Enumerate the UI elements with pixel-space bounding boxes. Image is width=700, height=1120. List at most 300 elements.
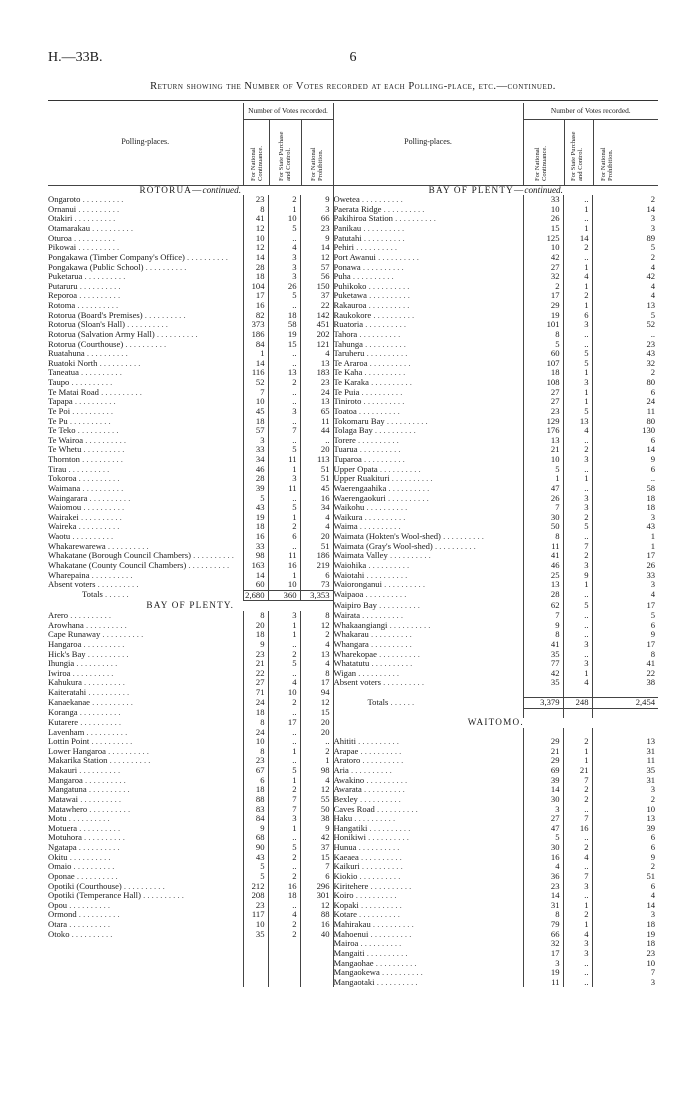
national-prohibition-votes: 301 — [300, 891, 333, 901]
table-row — [48, 678, 658, 688]
national-continuance-votes: 29 — [550, 300, 560, 310]
table-row — [48, 465, 658, 475]
state-purchase-votes: .. — [563, 253, 592, 263]
national-continuance-votes: 20 — [255, 619, 265, 630]
table-row — [48, 397, 658, 407]
state-purchase-votes: 1 — [563, 580, 592, 590]
empty-cell — [48, 968, 243, 978]
polling-place-name: Otoko . . . . . . . . . . — [48, 930, 243, 940]
national-prohibition-votes: 4 — [300, 349, 333, 359]
polling-place-name: Pehiri . . . . . . . . . . — [333, 243, 523, 253]
table-row — [48, 590, 658, 601]
table-row — [48, 968, 658, 978]
polling-place-name: Motu . . . . . . . . . . — [48, 814, 243, 824]
state-purchase-votes — [268, 968, 300, 978]
national-prohibition-votes — [300, 968, 333, 978]
national-continuance-votes: 42 — [550, 251, 560, 262]
polling-place-name: Ngatapa . . . . . . . . . . — [48, 843, 243, 853]
national-prohibition-votes: 20 — [300, 728, 333, 738]
national-continuance-votes: 10 — [550, 454, 560, 464]
polling-place-name: Taupo . . . . . . . . . . — [48, 378, 243, 388]
table-row — [48, 756, 658, 766]
national-prohibition-votes: 121 — [300, 340, 333, 350]
national-continuance-votes: 39 — [550, 774, 560, 785]
national-continuance-votes: 18 — [255, 784, 265, 795]
national-prohibition-votes: 142 — [300, 311, 333, 321]
state-purchase-votes: 5 — [563, 407, 592, 417]
state-purchase-votes: .. — [563, 340, 592, 350]
table-row — [48, 253, 658, 263]
polling-place-name: Mangatuna . . . . . . . . . . — [48, 785, 243, 795]
state-purchase-votes: 2 — [563, 551, 592, 561]
polling-place-name: Waipiro Bay . . . . . . . . . . — [333, 601, 523, 611]
polling-place-name: Aratoro . . . . . . . . . . — [333, 756, 523, 766]
state-purchase-votes: 1 — [563, 301, 592, 311]
polling-place-name: Oponae . . . . . . . . . . — [48, 872, 243, 882]
national-continuance-votes: 57 — [255, 425, 265, 436]
national-prohibition-votes: 3 — [592, 224, 658, 234]
national-continuance-votes: 14 — [255, 251, 265, 262]
national-prohibition-votes: 219 — [300, 561, 333, 571]
table-row — [48, 532, 658, 542]
table-row — [48, 805, 658, 815]
national-continuance-votes: 36 — [550, 870, 560, 881]
state-purchase-votes: 1 — [563, 747, 592, 757]
polling-place-name: Rakauroa . . . . . . . . . . — [333, 301, 523, 311]
polling-place-name: Upper Ruakituri . . . . . . . . . . — [333, 474, 523, 484]
polling-place-name: Ponawa . . . . . . . . . . — [333, 263, 523, 273]
table-row — [48, 426, 658, 436]
state-purchase-votes: 16 — [268, 882, 300, 892]
polling-place-name: Putaruru . . . . . . . . . . — [48, 282, 243, 292]
national-continuance-votes: 8 — [260, 610, 265, 620]
national-continuance-votes: 29 — [550, 736, 560, 747]
state-purchase-votes: 3 — [268, 253, 300, 263]
national-continuance-votes: 373 — [251, 319, 265, 330]
state-purchase-votes: 2 — [268, 785, 300, 795]
polling-place-name: Panikau . . . . . . . . . . — [333, 224, 523, 234]
polling-place-name: Te Teko . . . . . . . . . . — [48, 426, 243, 436]
national-continuance-votes: 18 — [255, 629, 265, 640]
national-prohibition-votes: 45 — [300, 484, 333, 494]
table-row — [48, 872, 658, 882]
state-purchase-votes: 2 — [268, 920, 300, 930]
state-purchase-votes: .. — [268, 234, 300, 244]
table-row — [48, 263, 658, 273]
national-prohibition-votes: 6 — [592, 882, 658, 892]
national-continuance-votes: 66 — [550, 928, 560, 939]
national-prohibition-votes: 42 — [592, 272, 658, 282]
state-purchase-votes: 14 — [563, 234, 592, 244]
national-prohibition-votes: 17 — [592, 551, 658, 561]
national-continuance-votes: 60 — [550, 348, 560, 359]
polling-place-name: Te Karaka . . . . . . . . . . — [333, 378, 523, 388]
state-purchase-votes: .. — [268, 862, 300, 872]
state-purchase-votes: 58 — [268, 320, 300, 330]
national-continuance-votes: 9 — [260, 638, 265, 649]
national-continuance-votes: 3 — [555, 803, 560, 814]
table-row — [48, 814, 658, 824]
national-continuance-votes: 186 — [251, 328, 265, 339]
polling-place-name: Opotiki (Courthouse) . . . . . . . . . . — [48, 882, 243, 892]
table-row — [48, 640, 658, 650]
national-continuance-votes: 62 — [550, 599, 560, 610]
state-purchase-votes: 1 — [563, 282, 592, 292]
national-prohibition-votes — [592, 708, 658, 718]
polling-place-name: Opou . . . . . . . . . . — [48, 901, 243, 911]
national-continuance-votes: 28 — [550, 589, 560, 600]
table-row — [48, 862, 658, 872]
polling-place-name: Tuparoa . . . . . . . . . . — [333, 455, 523, 465]
polling-place-name: Pikowai . . . . . . . . . . — [48, 243, 243, 253]
national-prohibition-votes: 23 — [592, 949, 658, 959]
polling-place-name: Rotorua (Courthouse) . . . . . . . . . . — [48, 340, 243, 350]
national-prohibition-votes: 183 — [300, 368, 333, 378]
national-continuance-votes: 23 — [255, 755, 265, 766]
state-purchase-votes: 3 — [563, 494, 592, 504]
national-prohibition-votes: 12 — [300, 785, 333, 795]
national-continuance-votes: 18 — [255, 415, 265, 426]
national-continuance-votes: 5 — [260, 861, 265, 872]
national-prohibition-votes: 37 — [300, 291, 333, 301]
national-continuance-votes: 14 — [550, 890, 560, 901]
votes-table — [48, 103, 658, 987]
national-prohibition-votes: 3 — [592, 910, 658, 920]
polling-place-name: Okitu . . . . . . . . . . — [48, 853, 243, 863]
state-purchase-votes: 4 — [563, 930, 592, 940]
national-prohibition-votes: 20 — [300, 445, 333, 455]
national-prohibition-votes: 51 — [300, 465, 333, 475]
national-continuance-votes — [243, 978, 268, 988]
national-continuance-votes: 25 — [550, 569, 560, 580]
state-purchase-votes: 2 — [563, 737, 592, 747]
table-row — [48, 561, 658, 571]
national-continuance-votes: 18 — [550, 367, 560, 378]
national-continuance-votes: 10 — [550, 203, 560, 214]
polling-place-name: Pongakawa (Public School) . . . . . . . . . . — [48, 263, 243, 273]
state-purchase-votes: 5 — [268, 445, 300, 455]
national-prohibition-votes: 11 — [592, 407, 658, 417]
national-prohibition-votes: 13 — [300, 359, 333, 369]
polling-place-name: Kopaki . . . . . . . . . . — [333, 901, 523, 911]
national-continuance-votes: 15 — [550, 223, 560, 233]
polling-place-name: Upper Opata . . . . . . . . . . — [333, 465, 523, 475]
state-purchase-votes: 9 — [563, 571, 592, 581]
state-purchase-votes: 11 — [268, 551, 300, 561]
state-purchase-votes: .. — [563, 611, 592, 621]
state-purchase-votes: 7 — [268, 426, 300, 436]
state-purchase-votes: 4 — [563, 853, 592, 863]
national-prohibition-votes: 94 — [300, 688, 333, 698]
national-prohibition-votes: 4 — [592, 891, 658, 901]
table-row — [48, 621, 658, 631]
polling-place-name: Ornanui . . . . . . . . . . — [48, 205, 243, 215]
state-purchase-votes: .. — [563, 195, 592, 205]
national-prohibition-votes: 98 — [300, 766, 333, 776]
table-row — [48, 910, 658, 920]
state-purchase-votes: .. — [268, 417, 300, 427]
polling-place-name: Waipaoa . . . . . . . . . . — [333, 590, 523, 601]
table-row — [48, 833, 658, 843]
polling-place-name: Otara . . . . . . . . . . — [48, 920, 243, 930]
state-purchase-votes — [268, 959, 300, 969]
national-continuance-votes: 88 — [255, 793, 265, 804]
polling-place-name: Absent voters . . . . . . . . . . — [333, 678, 523, 688]
national-prohibition-votes: 6 — [300, 571, 333, 581]
state-purchase-votes — [268, 949, 300, 959]
table-row — [48, 939, 658, 949]
national-prohibition-votes: 9 — [300, 824, 333, 834]
polling-place-name: Puketarua . . . . . . . . . . — [48, 272, 243, 282]
table-row — [48, 795, 658, 805]
state-purchase-votes: 1 — [563, 263, 592, 273]
table-row — [48, 513, 658, 523]
national-prohibition-votes: 4 — [300, 522, 333, 532]
state-purchase-votes: 3 — [268, 814, 300, 824]
national-continuance-votes — [243, 959, 268, 969]
table-row — [48, 224, 658, 234]
state-purchase-votes: 5 — [563, 349, 592, 359]
national-continuance-votes: 9 — [555, 619, 560, 630]
national-prohibition-votes: 73 — [300, 580, 333, 590]
national-prohibition-votes: .. — [592, 330, 658, 340]
state-purchase-votes: 5 — [268, 659, 300, 669]
polling-place-name: Whakarau . . . . . . . . . . — [333, 630, 523, 640]
national-continuance-votes: 18 — [255, 707, 265, 718]
state-purchase-votes: 1 — [563, 388, 592, 398]
national-prohibition-votes: 14 — [592, 205, 658, 215]
national-prohibition-votes: 51 — [300, 542, 333, 552]
national-prohibition-votes: 9 — [300, 195, 333, 205]
state-purchase-votes: 3 — [268, 263, 300, 273]
national-prohibition-votes: 2 — [592, 795, 658, 805]
national-prohibition-votes: 50 — [300, 805, 333, 815]
state-purchase-votes: .. — [268, 436, 300, 446]
national-continuance-votes: 84 — [255, 338, 265, 349]
national-continuance-votes: 108 — [546, 377, 560, 387]
national-prohibition-votes: 6 — [592, 621, 658, 631]
national-continuance-votes: 208 — [251, 890, 265, 901]
polling-place-name: Koranga . . . . . . . . . . — [48, 708, 243, 718]
polling-place-name: Arapae . . . . . . . . . . — [333, 747, 523, 757]
national-continuance-votes: 35 — [550, 677, 560, 688]
table-row — [48, 949, 658, 959]
polling-place-name: Lower Hangaroa . . . . . . . . . . — [48, 747, 243, 757]
national-prohibition-votes: 2 — [300, 630, 333, 640]
national-continuance-votes: 3 — [555, 957, 560, 968]
polling-place-name: Motuera . . . . . . . . . . — [48, 824, 243, 834]
state-purchase-votes: .. — [268, 359, 300, 369]
national-continuance-votes: 67 — [255, 765, 265, 775]
state-purchase-votes: .. — [268, 737, 300, 747]
national-prohibition-votes: 80 — [592, 378, 658, 388]
state-purchase-votes: 5 — [563, 359, 592, 369]
national-continuance-votes: 46 — [550, 559, 560, 570]
state-purchase-votes: 360 — [268, 590, 300, 601]
national-continuance-votes: 43 — [255, 502, 265, 513]
state-purchase-votes: 2 — [563, 445, 592, 455]
polling-place-name: Ruatoria . . . . . . . . . . — [333, 320, 523, 330]
national-continuance-votes: 5 — [555, 463, 560, 474]
national-continuance-votes: 21 — [550, 745, 560, 756]
table-row — [48, 474, 658, 484]
state-purchase-votes: 3 — [268, 407, 300, 417]
national-prohibition-votes: 15 — [300, 708, 333, 718]
state-purchase-votes: 3 — [563, 939, 592, 949]
national-continuance-votes: 42 — [550, 667, 560, 678]
national-prohibition-votes: 8 — [592, 650, 658, 660]
polling-place-name: Lavenham . . . . . . . . . . — [48, 728, 243, 738]
polling-place-name: Tiniroto . . . . . . . . . . — [333, 397, 523, 407]
state-purchase-votes: 3 — [563, 320, 592, 330]
table-row — [48, 824, 658, 834]
national-continuance-votes: 22 — [255, 667, 265, 678]
totals-label: Totals . . . . . . — [333, 698, 523, 709]
national-prohibition-votes: .. — [300, 436, 333, 446]
national-prohibition-votes: 51 — [592, 872, 658, 882]
table-row — [48, 378, 658, 388]
national-prohibition-votes: 9 — [300, 234, 333, 244]
national-prohibition-votes: 13 — [300, 650, 333, 660]
state-purchase-votes: 11 — [268, 455, 300, 465]
table-row — [48, 340, 658, 350]
national-continuance-votes: 10 — [255, 736, 265, 747]
national-prohibition-votes: 18 — [592, 494, 658, 504]
national-prohibition-votes: 130 — [592, 426, 658, 436]
polling-place-name: Kanaekanae . . . . . . . . . . — [48, 698, 243, 709]
polling-place-name: Tapapa . . . . . . . . . . — [48, 397, 243, 407]
national-continuance-votes: 116 — [251, 367, 265, 378]
table-row — [48, 185, 658, 195]
polling-place-name: Awarata . . . . . . . . . . — [333, 785, 523, 795]
state-purchase-votes: 3 — [268, 272, 300, 282]
polling-place-name: Tokoroa . . . . . . . . . . — [48, 474, 243, 484]
national-continuance-votes: 21 — [550, 444, 560, 455]
national-continuance-votes: 8 — [260, 745, 265, 756]
polling-place-name: Kaikuri . . . . . . . . . . — [333, 862, 523, 872]
national-prohibition-votes: 4 — [592, 263, 658, 273]
table-row — [48, 522, 658, 532]
national-continuance-votes: 43 — [255, 851, 265, 862]
national-prohibition-votes: 10 — [592, 805, 658, 815]
national-continuance-votes: 16 — [550, 851, 560, 862]
national-continuance-votes: 5 — [260, 870, 265, 881]
state-purchase-votes: 3 — [563, 659, 592, 669]
table-row — [48, 205, 658, 215]
polling-place-name: Mahirakau . . . . . . . . . . — [333, 920, 523, 930]
state-purchase-votes: 3 — [563, 455, 592, 465]
state-purchase-votes: .. — [268, 901, 300, 911]
polling-place-name: Waotu . . . . . . . . . . — [48, 532, 243, 542]
national-continuance-votes: 12 — [255, 223, 265, 233]
table-header — [48, 103, 658, 185]
polling-place-name: Waioronganui . . . . . . . . . . — [333, 580, 523, 590]
empty-cell — [48, 978, 243, 988]
national-continuance-votes: 84 — [255, 813, 265, 824]
national-prohibition-votes: 3 — [592, 785, 658, 795]
national-prohibition-votes: 13 — [592, 737, 658, 747]
state-purchase-votes: .. — [268, 494, 300, 504]
table-row — [48, 436, 658, 446]
national-prohibition-votes: 24 — [300, 388, 333, 398]
state-purchase-votes: 2 — [563, 843, 592, 853]
national-continuance-votes: 30 — [550, 511, 560, 522]
national-continuance-votes: 2 — [555, 280, 560, 291]
polling-place-name: Te Wairoa . . . . . . . . . . — [48, 436, 243, 446]
national-prohibition-votes: 20 — [300, 718, 333, 728]
polling-place-name: Omaio . . . . . . . . . . — [48, 862, 243, 872]
polling-place-name: Puha . . . . . . . . . . — [333, 272, 523, 282]
state-purchase-votes: 1 — [563, 205, 592, 215]
state-purchase-votes: .. — [563, 621, 592, 631]
table-row — [48, 388, 658, 398]
section-heading: BAY OF PLENTY—continued. — [428, 184, 563, 195]
state-purchase-votes: 15 — [268, 340, 300, 350]
state-purchase-votes: 1 — [268, 824, 300, 834]
national-continuance-votes: 12 — [255, 242, 265, 253]
national-continuance-votes: 26 — [550, 213, 560, 224]
state-purchase-votes: .. — [563, 891, 592, 901]
polling-place-name: Tirau . . . . . . . . . . — [48, 465, 243, 475]
polling-place-name: Ongaroto . . . . . . . . . . — [48, 195, 243, 205]
state-purchase-votes: 1 — [563, 920, 592, 930]
national-continuance-votes: 10 — [255, 396, 265, 407]
polling-place-name: Mahoenui . . . . . . . . . . — [333, 930, 523, 940]
national-continuance-votes: 33 — [255, 540, 265, 551]
state-purchase-votes: .. — [268, 301, 300, 311]
table-row — [48, 445, 658, 455]
table-row — [48, 611, 658, 621]
national-continuance-votes: 10 — [255, 232, 265, 243]
state-purchase-votes: 16 — [268, 561, 300, 571]
state-purchase-votes: 1 — [268, 465, 300, 475]
national-prohibition-votes: 9 — [592, 455, 658, 465]
national-continuance-votes: 47 — [550, 822, 560, 833]
national-prohibition-votes: 51 — [300, 474, 333, 484]
state-purchase-votes: .. — [268, 669, 300, 679]
national-continuance-votes: 176 — [546, 425, 560, 436]
state-purchase-votes: 21 — [563, 766, 592, 776]
national-continuance-votes: 14 — [255, 357, 265, 368]
national-prohibition-votes: 44 — [300, 426, 333, 436]
table-row — [48, 630, 658, 640]
national-continuance-votes: 21 — [255, 658, 265, 669]
national-prohibition-votes: .. — [300, 737, 333, 747]
table-row — [48, 853, 658, 863]
polling-place-name: Waimana . . . . . . . . . . — [48, 484, 243, 494]
state-purchase-votes: .. — [268, 542, 300, 552]
national-prohibition-votes: 11 — [592, 756, 658, 766]
national-prohibition-votes: 4 — [592, 291, 658, 301]
table-row — [48, 195, 658, 205]
polling-place-name: Ruatahuna . . . . . . . . . . — [48, 349, 243, 359]
state-purchase-votes: 3 — [563, 561, 592, 571]
state-purchase-votes: .. — [563, 214, 592, 224]
section-heading: WAITOMO. — [467, 716, 524, 727]
national-continuance-votes: 3 — [260, 434, 265, 445]
state-purchase-votes: 1 — [268, 776, 300, 786]
national-continuance-votes: 8 — [555, 629, 560, 640]
national-continuance-votes: 107 — [546, 357, 560, 368]
national-prohibition-votes: 5 — [592, 243, 658, 253]
national-prohibition-votes: 5 — [592, 311, 658, 321]
national-continuance-votes: 41 — [550, 638, 560, 649]
national-prohibition-votes: 11 — [300, 417, 333, 427]
polling-place-name: Waima . . . . . . . . . . — [333, 522, 523, 532]
national-prohibition-votes: 7 — [592, 968, 658, 978]
national-continuance-votes — [243, 949, 268, 959]
national-continuance-votes: 32 — [550, 271, 560, 282]
